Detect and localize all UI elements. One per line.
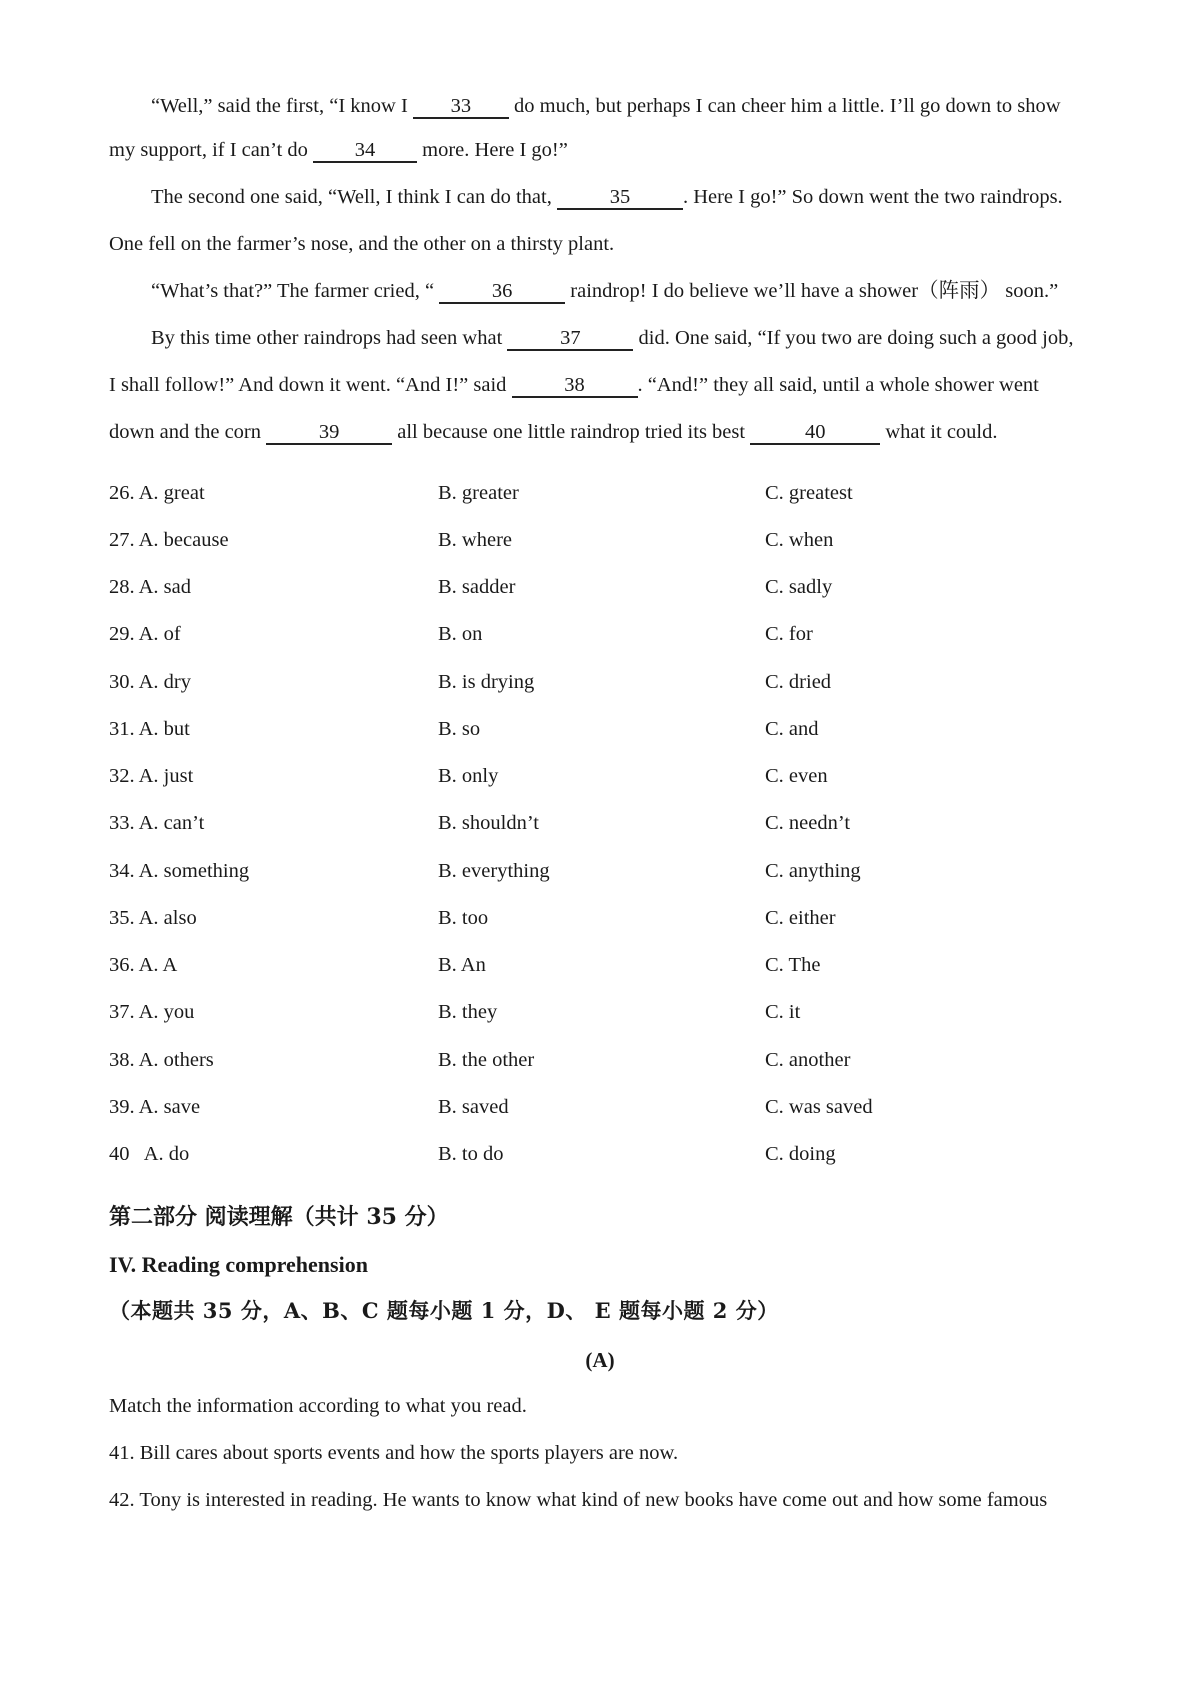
- option-b: B. sadder: [438, 576, 516, 598]
- option-c: C. dried: [765, 671, 832, 693]
- option-c: C. greatest: [765, 482, 853, 504]
- option-c: C. The: [765, 954, 821, 976]
- option-a: 33. A. can’t: [109, 812, 205, 834]
- option-c: C. sadly: [765, 576, 833, 598]
- option-b: B. too: [438, 907, 489, 929]
- option-a: 32. A. just: [109, 765, 194, 787]
- blank-40: 40: [750, 421, 880, 445]
- option-a: 31. A. but: [109, 718, 190, 740]
- option-c: C. even: [765, 765, 828, 787]
- option-b: B. is drying: [438, 671, 535, 693]
- option-c: C. either: [765, 907, 836, 929]
- option-c: C. it: [765, 1001, 801, 1023]
- option-b: B. where: [438, 529, 513, 551]
- blank-38: 38: [512, 374, 638, 398]
- option-c: C. another: [765, 1049, 851, 1071]
- option-b: B. greater: [438, 482, 519, 504]
- blank-35: 35: [557, 186, 683, 210]
- passage-line-3: The second one said, “Well, I think I can do that, 35 . Here I go!” So down went the two raindrops.: [151, 186, 1063, 208]
- option-b: B. saved: [438, 1096, 509, 1118]
- question-41: 41. Bill cares about sports events and how the sports players are now.: [109, 1442, 679, 1464]
- blank-39: 39: [266, 421, 392, 445]
- option-c: C. anything: [765, 860, 861, 882]
- option-a: 39. A. save: [109, 1096, 201, 1118]
- option-b: B. shouldn’t: [438, 812, 539, 834]
- blank-36: 36: [439, 280, 565, 304]
- option-c: C. and: [765, 718, 819, 740]
- option-b: B. on: [438, 623, 483, 645]
- question-42: 42. Tony is interested in reading. He wants to know what kind of new books have come out and how some famous: [109, 1489, 1048, 1511]
- passage-line-5: “What’s that?” The farmer cried, “ 36 raindrop! I do believe we’ll have a shower（阵雨） soon.”: [151, 280, 1059, 302]
- option-a: 40 A. do: [109, 1143, 190, 1165]
- blank-37: 37: [507, 327, 633, 351]
- passage-line-2: my support, if I can’t do 34 more. Here I go!”: [109, 139, 568, 161]
- option-a: 38. A. others: [109, 1049, 214, 1071]
- option-a: 26. A. great: [109, 482, 205, 504]
- option-a: 36. A. A: [109, 954, 178, 976]
- option-a: 28. A. sad: [109, 576, 191, 598]
- passage-line-4: One fell on the farmer’s nose, and the other on a thirsty plant.: [109, 233, 615, 255]
- passage-line-6: By this time other raindrops had seen what 37 did. One said, “If you two are doing such a good job,: [151, 327, 1074, 349]
- instruction: Match the information according to what you read.: [109, 1395, 527, 1417]
- option-b: B. they: [438, 1001, 498, 1023]
- option-c: C. was saved: [765, 1096, 873, 1118]
- option-b: B. everything: [438, 860, 550, 882]
- option-c: C. for: [765, 623, 813, 645]
- option-a: 34. A. something: [109, 860, 250, 882]
- scoring-note: （本题共 35 分，A、B、C 题每小题 1 分，D、 E 题每小题 2 分）: [109, 1298, 779, 1323]
- passage-line-7: I shall follow!” And down it went. “And I!” said 38 . “And!” they all said, until a whole shower went: [109, 374, 1039, 396]
- option-a: 29. A. of: [109, 623, 181, 645]
- option-c: C. when: [765, 529, 834, 551]
- passage-line-1: “Well,” said the first, “I know I 33 do much, but perhaps I can cheer him a little. I’ll go down to show: [151, 95, 1061, 117]
- option-b: B. so: [438, 718, 481, 740]
- option-b: B. to do: [438, 1143, 504, 1165]
- option-a: 27. A. because: [109, 529, 229, 551]
- option-c: C. needn’t: [765, 812, 851, 834]
- part-title: 第二部分 阅读理解（共计 35 分）: [109, 1204, 449, 1230]
- blank-34: 34: [313, 139, 417, 163]
- option-b: B. the other: [438, 1049, 535, 1071]
- option-a: 37. A. you: [109, 1001, 195, 1023]
- option-a: 30. A. dry: [109, 671, 191, 693]
- option-c: C. doing: [765, 1143, 836, 1165]
- option-b: B. An: [438, 954, 486, 976]
- section-heading: IV. Reading comprehension: [109, 1252, 368, 1277]
- option-b: B. only: [438, 765, 499, 787]
- blank-33: 33: [413, 95, 509, 119]
- subsection-title: (A): [585, 1348, 615, 1372]
- option-a: 35. A. also: [109, 907, 197, 929]
- passage-line-8: down and the corn 39 all because one little raindrop tried its best 40 what it could.: [109, 421, 998, 443]
